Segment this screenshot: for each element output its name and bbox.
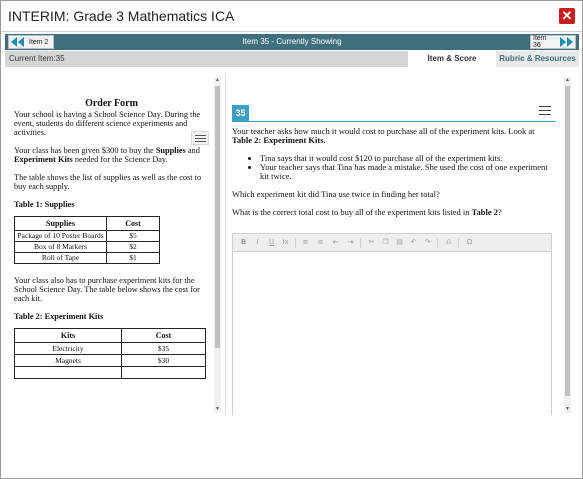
question-1: Which experiment kit did Tina use twice in finding her total? xyxy=(232,189,440,199)
passage-content xyxy=(14,99,209,379)
list-item: • Tina says that it would cost $120 to purchase all of the experiment kits. xyxy=(260,154,550,163)
table-cell: $2 xyxy=(107,242,160,253)
hamburger-icon xyxy=(195,135,206,136)
cut-icon[interactable]: ✂ xyxy=(368,238,375,246)
table-cell: Electricity xyxy=(15,343,122,355)
current-item-text: Current Item:35 xyxy=(9,54,65,63)
table-cell: Box of 8 Markers xyxy=(15,242,107,253)
supplies-table xyxy=(14,216,160,264)
item-divider xyxy=(232,121,556,122)
item-menu-button[interactable] xyxy=(537,104,553,118)
scroll-up-icon[interactable]: ▲ xyxy=(215,77,220,83)
table-row xyxy=(15,343,206,355)
table-cell: Package of 10 Poster Boards xyxy=(15,231,107,242)
previous-item-label: Item 2 xyxy=(29,38,49,46)
table-row xyxy=(15,231,160,242)
scroll-up-icon[interactable]: ▲ xyxy=(565,77,570,83)
response-text-area[interactable] xyxy=(233,253,551,415)
passage-menu-button[interactable] xyxy=(191,131,209,145)
next-item-button[interactable] xyxy=(530,35,576,49)
passage-paragraph: The table shows the list of supplies as well as the cost to buy each supply. xyxy=(14,173,202,191)
passage-scrollbar[interactable] xyxy=(214,77,221,413)
passage-paragraph: Your school is having a School Science Day. During the event, students do different science experiments and activities. xyxy=(14,110,201,137)
table-cell xyxy=(15,367,122,379)
tab-rubric-and-resources[interactable]: Rubric & Resources xyxy=(496,51,579,67)
passage-paragraph: Your class also has to purchase experiment kits for the School Science Day. The table below shows the cost for each kit. xyxy=(14,276,200,303)
tab-item-and-score[interactable]: Item & Score xyxy=(408,51,496,67)
table-row xyxy=(15,242,160,253)
next-item-label: Item 36 xyxy=(533,35,547,49)
table-header: Cost xyxy=(107,217,160,231)
arrow-right-icon xyxy=(567,37,573,47)
special-char-icon[interactable]: Ω xyxy=(466,238,473,246)
close-icon: ✕ xyxy=(561,8,573,23)
item-stem xyxy=(232,127,550,226)
arrow-right-icon xyxy=(560,37,566,47)
response-editor xyxy=(232,233,552,415)
paste-icon[interactable]: ▤ xyxy=(396,238,403,246)
bulleted-list-icon[interactable]: ≡ xyxy=(317,238,324,246)
toolbar-separator xyxy=(458,238,459,248)
stem-bullet-list xyxy=(260,154,550,181)
table-header: Supplies xyxy=(15,217,107,231)
scrollbar-thumb[interactable] xyxy=(565,86,570,396)
table-cell: Roll of Tape xyxy=(15,253,107,264)
table-cell: Magnets xyxy=(15,355,122,367)
question-2: What is the correct total cost to buy all of the experiment kits listed in Table 2? xyxy=(232,207,502,217)
status-bar xyxy=(5,51,579,67)
experiment-kits-table xyxy=(14,328,206,379)
table-cell: $1 xyxy=(107,253,160,264)
scrollbar-thumb[interactable] xyxy=(215,86,220,348)
close-button[interactable] xyxy=(559,8,575,24)
item-nav-bar xyxy=(5,34,579,50)
table-cell: $35 xyxy=(122,343,206,355)
redo-icon[interactable]: ↷ xyxy=(424,238,431,246)
scroll-down-icon[interactable]: ▼ xyxy=(215,406,220,412)
table-row xyxy=(15,253,160,264)
bold-icon[interactable]: B xyxy=(240,238,247,246)
title-bar xyxy=(1,1,582,32)
undo-icon[interactable]: ↶ xyxy=(410,238,417,246)
copy-icon[interactable]: ❐ xyxy=(382,238,389,246)
outdent-icon[interactable]: ⇤ xyxy=(332,238,339,246)
window-title: INTERIM: Grade 3 Mathematics ICA xyxy=(8,8,235,24)
table-header: Kits xyxy=(15,329,122,343)
list-item: • Your teacher says that Tina has made a mistake. She used the cost of one experiment kit twice. xyxy=(260,163,550,181)
passage-panel xyxy=(5,73,226,415)
editor-toolbar xyxy=(233,234,551,252)
table-row xyxy=(15,367,206,379)
italic-icon[interactable]: I xyxy=(256,238,259,246)
toolbar-separator xyxy=(360,238,361,248)
table-header-row xyxy=(15,329,206,343)
table-cell xyxy=(122,367,206,379)
remove-format-icon[interactable]: Ix xyxy=(282,238,289,246)
table-header-row xyxy=(15,217,160,231)
table-header: Cost xyxy=(122,329,206,343)
item-panel xyxy=(228,73,573,415)
passage-paragraph: Your class has been given $300 to buy the Supplies and Experiment Kits needed for the Science Day. xyxy=(14,146,200,164)
table-row xyxy=(15,355,206,367)
stem-paragraph: Your teacher asks how much it would cost to purchase all of the experiment kits. Look at Table 2: Experiment Kits. xyxy=(232,126,535,145)
item-number-badge: 35 xyxy=(232,105,249,121)
passage-title: Order Form xyxy=(85,98,138,109)
numbered-list-icon[interactable]: ≡ xyxy=(302,238,309,246)
toolbar-separator xyxy=(437,238,438,248)
scroll-down-icon[interactable]: ▼ xyxy=(565,406,570,412)
table-cell: $30 xyxy=(122,355,206,367)
table-cell: $5 xyxy=(107,231,160,242)
table-2-title: Table 2: Experiment Kits xyxy=(14,312,104,321)
underline-icon[interactable]: U xyxy=(268,238,275,246)
spellcheck-icon[interactable]: ⎌ xyxy=(445,238,452,246)
hamburger-icon xyxy=(539,106,551,107)
item-scrollbar[interactable] xyxy=(564,77,571,413)
toolbar-separator xyxy=(295,238,296,248)
current-item-indicator: Item 35 - Currently Showing xyxy=(242,37,342,46)
indent-icon[interactable]: ⇥ xyxy=(347,238,354,246)
table-1-title: Table 1: Supplies xyxy=(14,200,75,209)
